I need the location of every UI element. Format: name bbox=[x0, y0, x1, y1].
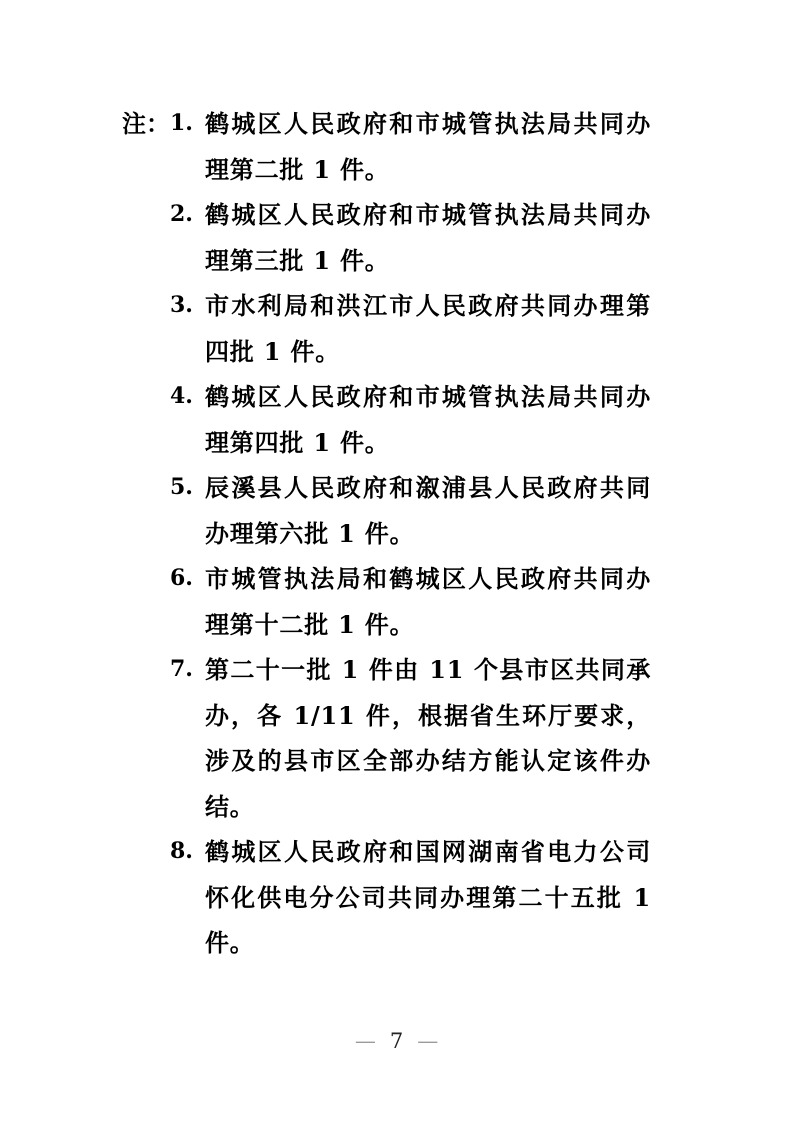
note-label: 注： bbox=[122, 109, 170, 138]
note-item bbox=[170, 556, 651, 647]
page-number: 7 bbox=[389, 1029, 404, 1053]
note-item-number: 5. bbox=[170, 474, 193, 500]
note-item-number: 8. bbox=[170, 838, 193, 864]
note-item bbox=[170, 283, 651, 374]
note-item-text: 辰溪县人民政府和溆浦县人民政府共同办理第六批 1 件。 bbox=[205, 473, 651, 548]
note-item-number: 3. bbox=[170, 292, 193, 318]
note-item bbox=[170, 647, 651, 829]
note-item-text: 市城管执法局和鹤城区人民政府共同办理第十二批 1 件。 bbox=[205, 564, 651, 639]
note-item-text: 鹤城区人民政府和市城管执法局共同办理第四批 1 件。 bbox=[205, 382, 651, 457]
page-footer bbox=[0, 1026, 793, 1056]
note-item bbox=[170, 101, 651, 192]
note-item bbox=[170, 465, 651, 556]
note-item bbox=[170, 829, 651, 966]
note-item bbox=[170, 192, 651, 283]
note-item bbox=[170, 374, 651, 465]
note-item-text: 鹤城区人民政府和国网湖南省电力公司怀化供电分公司共同办理第二十五批 1 件。 bbox=[205, 837, 651, 957]
note-item-text: 鹤城区人民政府和市城管执法局共同办理第三批 1 件。 bbox=[205, 200, 651, 275]
note-item-text: 市水利局和洪江市人民政府共同办理第四批 1 件。 bbox=[205, 291, 651, 366]
note-item-number: 4. bbox=[170, 383, 193, 409]
note-item-text: 第二十一批 1 件由 11 个县市区共同承办，各 1/11 件，根据省生环厅要求，涉及的县市区全部办结方能认定该件办结。 bbox=[205, 655, 651, 821]
note-list bbox=[170, 101, 651, 966]
footer-dash-right: — bbox=[417, 1029, 439, 1053]
note-item-number: 6. bbox=[170, 565, 193, 591]
footer-dash-left: — bbox=[354, 1029, 376, 1053]
notes-section bbox=[122, 101, 651, 966]
note-item-number: 7. bbox=[170, 656, 193, 682]
note-item-text: 鹤城区人民政府和市城管执法局共同办理第二批 1 件。 bbox=[205, 109, 651, 184]
note-item-number: 1. bbox=[170, 110, 193, 136]
note-item-number: 2. bbox=[170, 201, 193, 227]
